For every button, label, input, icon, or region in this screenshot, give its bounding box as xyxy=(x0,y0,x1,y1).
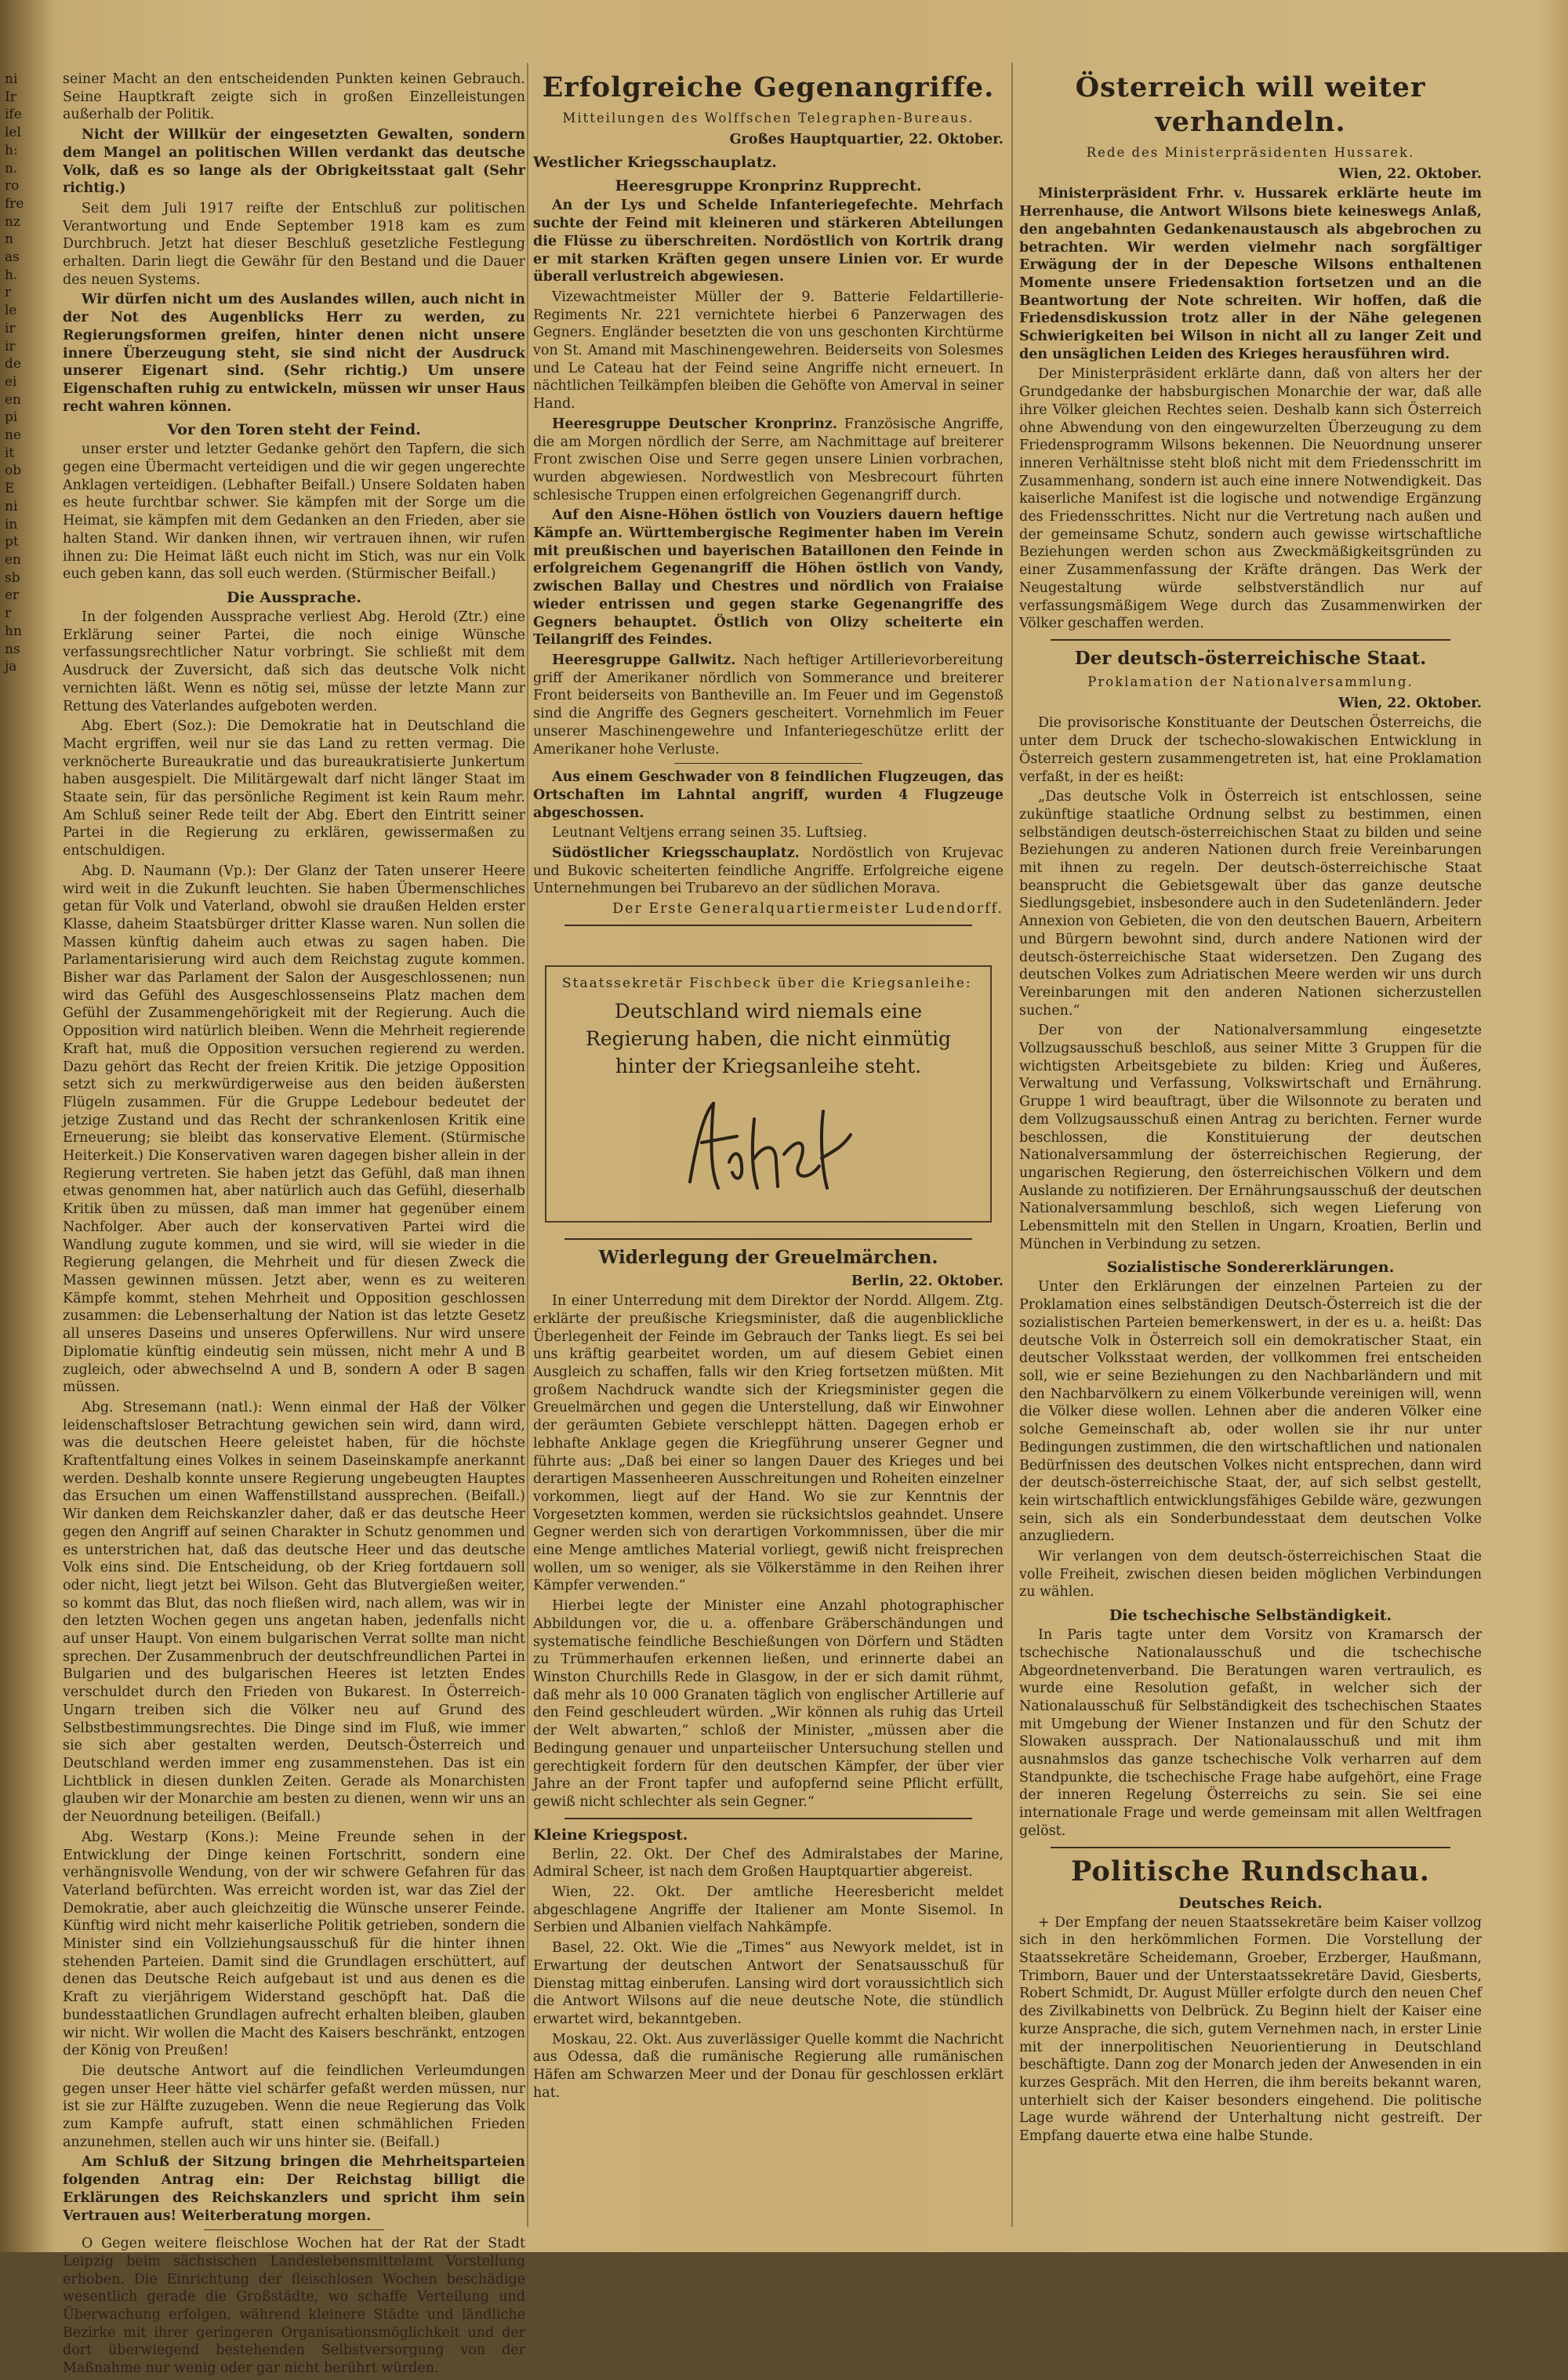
paragraph: An der Lys und Schelde Infanteriegefechte. Mehrfach suchte der Feind mit kleineren und stärkeren Abteilungen die Flüsse zu überschreiten. Nordöstlich von Kortrik drang er mit starken Kräften gegen unsere Linien vor. Er wurde überall verlustreich abgewiesen. xyxy=(533,198,1004,285)
paragraph: Auf den Aisne-Höhen östlich von Vouziers dauern heftige Kämpfe an. Württembergische Regimenter haben im Verein mit preußischen und bayerischen Bataillonen den Feinde in erfolgreichem Gegenangriff die Höhen östlich von Vandy, zwischen Ballay und Chestres und nördlich von Fraiaise wieder entrissen und gegen starke Gegenangriffe des Gegners behauptet. Östlich von Olizy scheiterte ein Teilangriff des Feindes. xyxy=(533,507,1004,649)
edge-fragment-text: E xyxy=(5,481,15,497)
section-heading: Sozialistische Sondererklärungen. xyxy=(1106,1259,1395,1277)
edge-fragment-text: en xyxy=(5,391,22,408)
left-edge-fragment xyxy=(5,71,36,676)
edge-fragment-text: en xyxy=(5,551,22,568)
paragraph: Moskau, 22. Okt. Aus zuverlässiger Quelle kommt die Nachricht aus Odessa, daß die rumänische Regierung alle rumänischen Häfen am Schwarzen Meer und der Donau für geschlossen erklärt hat. xyxy=(533,2031,1004,2101)
paragraph: Wir dürfen nicht um des Auslandes willen, auch nicht in der Not des Augenblicks Herr zu werden, zu Regierungsformen greifen, hinter denen nicht unsere innere Überzeugung steht, sie sind nicht der Ausdruck unserer Eigenart sind. (Sehr richtig.) Um unsere Eigenschaften ruhig zu entwickeln, müssen wir unser Haus recht wahren können. xyxy=(63,292,525,415)
edge-fragment-text: r xyxy=(5,605,12,622)
paragraph: Berlin, 22. Okt. Der Chef des Admiralstabes der Marine, Admiral Scheer, ist nach dem Großen Hauptquartier abgereist. xyxy=(533,1846,1004,1880)
article-subtitle: Proklamation der Nationalversammlung. xyxy=(1087,674,1414,689)
paragraph: Aus einem Geschwader von 8 feindlichen Flugzeugen, das Ortschaften im Lahntal angriff, wurden 4 Flugzeuge abgeschossen. xyxy=(533,769,1004,821)
paragraph-text: Nordöstlich von Krujevac und Bukovic scheiterten feindliche Angriffe. Erfolgreiche eigene Unternehmungen bei Trubarevo an der südlichen Morava. xyxy=(533,845,1004,897)
section-heading: Kleine Kriegspost. xyxy=(533,1826,688,1844)
section-title: Politische Rundschau. xyxy=(1071,1855,1430,1888)
subheading: Deutsches Reich. xyxy=(1178,1894,1323,1912)
paragraph-text: Französische Angriffe, die am Morgen nördlich der Serre, am Nachmittage auf breiterer Front zwischen Oise und Serre gegen unsere Linien vorbrachen, wurden abgewiesen. Nordwestlich von Mesbrecourt führten schlesische Truppen einen erfolgreichen Gegenangriff durch. xyxy=(533,416,1004,503)
inline-heading: Heeresgruppe Gallwitz. xyxy=(552,652,736,668)
paragraph: Nicht der Willkür der eingesetzten Gewalten, sondern dem Mangel an politischen Willen verdankt das deutsche Volk, daß es so lange als der Obrigkeitsstaat galt (Sehr richtig.) xyxy=(63,127,525,197)
column-1 xyxy=(63,71,525,2380)
signature-image xyxy=(666,1088,870,1205)
edge-fragment-text: in xyxy=(5,516,18,532)
article-source: Mitteilungen des Wolffschen Telegraphen-Bureaus. xyxy=(562,111,975,125)
edge-fragment-text: ne xyxy=(5,427,22,444)
edge-fragment-text: hn xyxy=(5,623,22,639)
edge-fragment-text: lel xyxy=(5,125,21,141)
edge-fragment-text: n xyxy=(5,231,13,248)
divider xyxy=(1051,639,1450,641)
divider xyxy=(1051,1847,1450,1848)
section-heading: Die Aussprache. xyxy=(226,588,362,606)
section-heading: Die tschechische Selbständigkeit. xyxy=(1109,1607,1392,1625)
paragraph: Leutnant Veltjens errang seinen 35. Luftsieg. xyxy=(552,825,867,841)
edge-fragment-text: ni xyxy=(5,498,18,514)
section-heading: Westlicher Kriegsschauplatz. xyxy=(533,154,777,172)
local-news: O Gegen weitere fleischlose Wochen hat der Rat der Stadt Leipzig beim sächsischen Landeslebensmittelamt Vorstellung erhoben. Die Einrichtung der fleischlosen Wochen beschädige wesentlich gerade die Großstädte, wo schaffe Verteilung und Überwachung erfolgen, während kleinere Städte und ländliche Bezirke mit ihrer geringeren Organisationsmöglichkeit und der dort überwiegend bestehenden Selbstversorgung von der Maßnahme nur wenig oder gar nicht berührt würden. xyxy=(63,2236,525,2377)
signer: Der Erste Generalquartiermeister Ludendorff. xyxy=(612,901,1004,917)
paragraph: Die provisorische Konstituante der Deutschen Österreichs, die unter dem Druck der tschecho-slowakischen Entwicklung in Österreich gestern zusammengetreten ist, hat eine Proklamation verfaßt, in der es heißt: xyxy=(1019,715,1482,785)
edge-fragment-text: r xyxy=(5,285,12,301)
subheading: Heeresgruppe Kronprinz Rupprecht. xyxy=(615,177,922,195)
paragraph: Abg. Ebert (Soz.): Die Demokratie hat in Deutschland die Macht ergriffen, weil nur sie das Land zu retten vermag. Die verknöcherte Bureaukratie und das bureaukratisierte Junkertum haben ausgespielt. Die Militärgewalt darf nicht länger Staat im Staate sein, für das persönliche Regiment ist kein Raum mehr. Am Schluß seiner Rede teilt der Abg. Ebert den Eintritt seiner Partei in die Regierung zu erklären, gewissermaßen zu entschuldigen. xyxy=(63,718,525,859)
article-title: Widerlegung der Greuelmärchen. xyxy=(598,1246,938,1268)
divider xyxy=(564,925,972,926)
edge-fragment-text: h: xyxy=(5,142,18,158)
article-subtitle: Rede des Ministerpräsidenten Hussarek. xyxy=(1086,145,1415,160)
edge-fragment-text: pt xyxy=(5,534,19,550)
column-rule xyxy=(1011,63,1013,2227)
column-rule xyxy=(527,63,528,2227)
edge-fragment-text: ei xyxy=(5,373,17,390)
paragraph: Wien, 22. Okt. Der amtliche Heeresbericht meldet abgeschlagene Angriffe der Italiener am Monte Sisemol. In Serbien und Albanien vielfach Nahkämpfe. xyxy=(533,1884,1004,1936)
dateline: Wien, 22. Oktober. xyxy=(1338,695,1482,711)
inline-heading: Heeresgruppe Deutscher Kronprinz. xyxy=(552,416,837,432)
paragraph: In Paris tagte unter dem Vorsitz von Kramarsch der tschechische Nationalausschuß und die tschechische Abgeordnetenverband. Die Beratungen waren vertraulich, es wurde eine Resolution gefaßt, in welcher sich der Nationalausschuß für Selbständigkeit des tschechischen Staates mit Umgebung der Wiener Instanzen und für den Schutz der Slowaken aussprach. Der Nationalausschuß und mit ihm ausnahmslos das ganze tschechische Volk verharren auf dem Standpunkte, die tschechische Frage habe aufgehört, eine Frage der inneren Regelung Österreichs zu sein. Sie sei eine internationale Frage und werde gemeinsam mit allen Weltfragen gelöst. xyxy=(1019,1627,1482,1839)
edge-fragment-text: as xyxy=(5,249,20,266)
paragraph: In der folgenden Aussprache verliest Abg. Herold (Ztr.) eine Erklärung seiner Partei, die noch einige Wünsche verfassungsrechtlicher Natur vorbringt. Sie schließt mit dem Ausdruck der Zuversicht, daß sich das deutsche Volk nicht vernichten läßt. Wenn es nötig sei, müsse der letzte Mann zur Rettung des Vaterlandes aufgeboten werden. xyxy=(63,609,525,714)
edge-fragment-text: ir xyxy=(5,338,16,354)
paragraph: Die deutsche Antwort auf die feindlichen Verleumdungen gegen unser Heer hätte viel schärfer gefaßt werden müssen, nur ist sie zur Hälfte zuzugeben. Wenn die neue Regierung das Volk zum Kampfe aufruft, statt einen schmählichen Frieden anzunehmen, stellen auch wir uns hinter sie. (Beifall.) xyxy=(63,2062,525,2150)
paragraph: „Das deutsche Volk in Österreich ist entschlossen, seine zukünftige staatliche Ordnung selbst zu bestimmen, einen selbständigen deutsch-österreichischen Staat zu bilden und seine Beziehungen zu anderen Nationen durch freie Vereinbarungen mit ihnen zu regeln. Der deutsch-österreichische Staat beansprucht die Gebietsgewalt über das ganze deutsche Siedlungsgebiet, insbesondere auch in den Sudetenländern. Jeder Annexion von Gebieten, die von den deutschen Bauern, Arbeitern und Bürgern bewohnt sind, durch andere Nationen wird der deutsch-österreichische Staat widersetzen. Den Zugang des deutschen Volkes zum Adriatischen Meere werden wir uns durch Vereinbarungen mit den anderen Nationen sicherzustellen suchen.“ xyxy=(1019,789,1482,1019)
paragraph: Abg. Westarp (Kons.): Meine Freunde sehen in der Entwicklung der Dinge keinen Fortschritt, sondern eine verhängnisvolle Wendung, von der wir schwere Gefahren für das Vaterland befürchten. Was erreicht worden ist, war das Ziel der Demokratie, aber auch gleichzeitig die Wünsche unserer Feinde. Künftig wird nicht mehr kaiserliche Politik getrieben, sondern die Minister sind ein Vollziehungsausschuß für die hinter ihnen stehenden Parteien. Damit sind die Grundlagen erschüttert, auf denen das Deutsche Reich aufgebaut ist und aus denen es die Kraft zu vierjährigem Widerstand geschöpft hat. Daß die bundesstaatlichen Grundlagen aufrecht erhalten bleiben, glauben wir nicht. Wir wollen die Macht des Kaisers beschränkt, entzogen der König von Preußen! xyxy=(63,1829,525,2059)
article-title: Erfolgreiche Gegenangriffe. xyxy=(542,71,995,104)
edge-fragment-text: le xyxy=(5,303,17,319)
dateline: Berlin, 22. Oktober. xyxy=(851,1273,1004,1289)
edge-fragment-text: de xyxy=(5,356,21,372)
divider xyxy=(674,763,862,764)
inline-heading: Südöstlicher Kriegsschauplatz. xyxy=(552,845,800,862)
dateline: Wien, 22. Oktober. xyxy=(1338,165,1482,182)
paragraph: Der Ministerpräsident erklärte dann, daß von alters her der Grundgedanke der habsburgischen Monarchie der war, daß alle ihre Völker gleichen Rechtes seien. Deshalb kann sich Österreich ohne Abwendung von den eingewurzelten Überzeugung zu dem Friedensprogramm Wilsons bekennen. Die Neuordnung unserer inneren Verhältnisse steht bloß nicht mit dem Friedensschritt im Zusammenhang, sondern ist auch eine innere Notwendigkeit. Das kaiserliche Manifest ist die logische und notwendige Ergänzung des Friedensschrittes. Nicht nur die Vertretung nach außen und der gemeinsame Schutz, sondern auch gewisse wirtschaftliche Beziehungen werden schon aus Zweckmäßigkeitsgründen zu einer Zusammenfassung der Kräfte drängen. Das Werk der Neugestaltung würde selbstverständlich nur auf verfassungsmäßigem Wege durch das Zusammenwirken der Völker geschaffen werden. xyxy=(1019,366,1482,632)
war-loan-box xyxy=(545,965,992,1223)
box-quote: Deutschland wird niemals eine Regierung haben, die nicht einmütig hinter der Kriegsanleihe steht. xyxy=(586,999,951,1077)
box-lead: Staatssekretär Fischbeck über die Kriegsanleihe: xyxy=(562,975,972,991)
paragraph: Wir verlangen von dem deutsch-österreichischen Staat die volle Freiheit, zwischen diesen beiden möglichen Verbindungen zu wählen. xyxy=(1019,1549,1482,1601)
column-3 xyxy=(1019,71,1482,2148)
paragraph xyxy=(533,652,1004,758)
edge-fragment-text: ni xyxy=(5,71,18,87)
paragraph: Hierbei legte der Minister eine Anzahl photographischer Abbildungen vor, die u. a. offenbare Gräberschändungen und systematische feindliche Beschießungen von Dörfern und Städten zu Trümmerhaufen erkennen ließen, und erinnerte dabei an Winston Churchills Rede in Glasgow, in der er sich damit rühmt, daß mehr als 10 000 Granaten täglich von englischer Artillerie auf den Feind geschleudert würden. „Wir können als ruhig das Urteil der Welt abwarten,“ schloß der Minister, „müssen aber die Bedingung genauer und unparteiischer Untersuchung stellen und gerechtigkeit fordern für den deutschen Kämpfer, der über vier Jahre an der Front tapfer und aufopfernd seine Pflicht erfüllt, gewiß nicht schlechter als sein Gegner.“ xyxy=(533,1598,1004,1810)
edge-fragment-text: fre xyxy=(5,195,24,212)
paragraph: Basel, 22. Okt. Wie die „Times“ aus Newyork meldet, ist in Erwartung der deutschen Antwort der Senatsausschuß für Dienstag mittag einberufen. Lansing wird dort voraussichtlich sich die Antwort Wilsons auf die neue deutsche Note, die stündlich erwartet wird, bekanntgeben. xyxy=(533,1940,1004,2027)
paragraph: + Der Empfang der neuen Staatssekretäre beim Kaiser vollzog sich in den herkömmlichen Formen. Die Vorstellung der Staatssekretäre Scheidemann, Groeber, Erzberger, Haußmann, Trimborn, Bauer und der Unterstaatssekretäre David, Giesberts, Robert Schmidt, Dr. August Müller erfolgte durch den neuen Chef des Zivilkabinetts von Delbrück. Zu Beginn hielt der Kaiser eine kurze Ansprache, die sich, gutem Vernehmen nach, in erster Linie mit der innerpolitischen Neuorientierung in Deutschland beschäftigte. Dann zog der Monarch jeden der Anwesenden in ein kurzes Gespräch. Mit den Herren, die ihm bereits bekannt waren, unterhielt sich der Kaiser besonders eingehend. Die politische Lage wurde während der Unterhaltung nicht gestreift. Der Empfang dauerte etwa eine halbe Stunde. xyxy=(1019,1914,1482,2145)
paragraph: In einer Unterredung mit dem Direktor der Nordd. Allgem. Ztg. erklärte der preußische Kriegsminister, daß die augenblickliche Überlegenheit der Feinde im Gebrauch der Tanks liegt. Es sei bei uns kräftig gearbeitet worden, um auf diesem Gebiet einen Ausgleich zu schaffen, falls wir den Krieg fortsetzen müßten. Mit großem Nachdruck wandte sich der Kriegsminister gegen die Greuelmärchen und gegen die Unterstellung, daß wir Einwohner der geräumten Gebiete verschleppt hätten. Dagegen erhob er lebhafte Anklage gegen die Kriegführung unserer Gegner und führte aus: „Daß bei einer so langen Dauer des Krieges und bei derartigen Massenheeren Ausschreitungen und Roheiten einzelner vorkommen, liegt auf der Hand. Wo sie zur Kenntnis der Vorgesetzten kommen, werden sie rücksichtslos geahndet. Unsere Gegner werden sich von derartigen Vorkommnissen, über die mir eine Menge amtliches Material vorliegt, gewiß nicht freisprechen wollen, um so weniger, als sie Völkerstämme in den Reihen ihrer Kämpfer verwenden.“ xyxy=(533,1293,1004,1594)
paragraph: Vizewachtmeister Müller der 9. Batterie Feldartillerie-Regiments Nr. 221 vernichtete hierbei 6 Panzerwagen des Gegners. Engländer besetzten die von uns geschonten Kirchtürme von St. Amand mit Maschinengewehren. Beiderseits von Solesmes und Le Cateau hat der Feind seine Angriffe nicht erneuert. In nächtlichen Teilkämpfen bleiben die Gehöfte von Amerval in seiner Hand. xyxy=(533,289,1004,412)
paragraph: Ministerpräsident Frhr. v. Hussarek erklärte heute im Herrenhause, die Antwort Wilsons biete keineswegs Anlaß, den angebahnten Gedankenaustausch als abgebrochen zu betrachten. Wir werden vielmehr nach sorgfältiger Erwägung der in der Depesche Wilsons enthaltenen Momente unsere Friedensaktion fortsetzen und an die Beantwortung der Note schreiten. Wir hoffen, daß die Friedensdiskussion trotz aller in der Nähe gelegenen Schwierigkeiten bei Wilson in nicht all zu langer Zeit und den unsäglichen Leiden des Krieges herausführen wird. xyxy=(1019,186,1482,362)
edge-fragment-text: ir xyxy=(5,320,16,336)
divider xyxy=(564,1818,972,1819)
paragraph: Unter den Erklärungen der einzelnen Parteien zu der Proklamation eines selbständigen Deutsch-Österreich ist die der sozialistischen Parteien bemerkenswert, in der es u. a. heißt: Das deutsche Volk in Österreich soll ein demokratischer Staat, ein deutscher Volksstaat werden, der vollkommen frei entscheiden soll, wie er seine Beziehungen zu den Nachbarländern und mit den Nachbarvölkern zu einem Völkerbunde vereinigen will, wenn die Völker diese wollen. Lehnen aber die anderen Völker eine solche Gemeinschaft ab, oder wollen sie ihr nur unter Bedingungen zustimmen, die den wirtschaftlichen und nationalen Bedürfnissen des deutschen Volkes nicht entsprechen, dann wird der deutsch-österreichische Staat, der, auf sich selbst gestellt, kein wirtschaftlich entwicklungsfähiges Gebilde wäre, gezwungen sein, sich als ein Sonderbundesstaat dem deutschen Volke anzugliedern. xyxy=(1019,1279,1482,1545)
edge-fragment-text: ro xyxy=(5,178,20,194)
paragraph: Abg. D. Naumann (Vp.): Der Glanz der Taten unserer Heere wird weit in die Zukunft leuchten. Sie haben Übermenschliches getan für Volk und Vaterland, obwohl sie draußen Helden erster Klasse, daheim Staatsbürger dritter Klasse waren. Nun sollen die Massen künftig daheim auch etwas zu sagen haben. Die Parlamentarisierung wird auch dem Reichstag zugute kommen. Bisher war das Parlament der Salon der Ausgeschlossenen; nun wird das Gefühl des Ausgeschlossenseins Platz machen dem Gefühl der Zusammengehörigkeit mit der Regierung. Auch die Opposition wird natürlich bleiben. Wenn die Mehrheit regierende Kraft hat, muß die Opposition versuchen regierend zu werden. Dazu gehört das Recht der freien Kritik. Die jetzige Opposition setzt sich zu merkwürdigerweise aus den beiden äußersten Flügeln zusammen. Für die Gruppe Ledebour bedeutet der jetzige Zustand und das Recht der schrankenlosen Kritik eine Erneuerung; sie bleibt das konservative Element. (Stürmische Heiterkeit.) Die Konservativen waren dagegen bisher allein in der Regierung vertreten. Sie haben jetzt das Gefühl, daß man ihnen etwas genommen hat, aber natürlich auch das Gefühl, dieserhalb Kritik üben zu müssen, daß man immer hat gegenüber einem Nachfolger. Aber auch der konservativen Partei wird die Wandlung zugute kommen, und sie wird, will sie wieder in die Regierung gelangen, die Mehrheit und für diesen Zweck die Massen gewinnen müssen. Jetzt aber, wenn es zu weiteren Kämpfe kommt, stehen Mehrheit und Opposition geschlossen zusammen: die Lebenserhaltung der Nation ist das letzte Gesetz all unseres Daseins und unseres Opferwillens. Nur wird unsere Diplomatie künftig eindeutig sein müssen, nicht mehr A und B zugleich, oder abwechselnd A und B, sondern A oder B sagen müssen. xyxy=(63,863,525,1396)
edge-fragment-text: n. xyxy=(5,160,18,176)
paragraph-text: Nach heftiger Artillerievorbereitung griff der Amerikaner nördlich von Sommerance und breiterer Front beiderseits von Bantheville an. Im Feuer und im Gegenstoß sind die Angriffe des Gegners gescheitert. Vornehmlich im Feuer unserer Maschinengewehre und Infanteriegeschütze erlitt der Amerikaner hohe Verluste. xyxy=(533,652,1004,758)
edge-fragment-text: ob xyxy=(5,463,22,479)
paragraph: Seit dem Juli 1917 reifte der Entschluß zur politischen Verantwortung und Ende September 1918 kam es zum Durchbruch. Jetzt hat dieser Beschluß gesetzliche Festlegung erhalten. Darin liegt die Gewähr für den Bestand und die Dauer des neuen Systems. xyxy=(63,200,525,288)
paragraph: unser erster und letzter Gedanke gehört den Tapfern, die sich gegen eine Übermacht verteidigen und die wir gegen ungerechte Anklagen verteidigen. (Lebhafter Beifall.) Unsere Soldaten haben es heute furchtbar schwer. Sie kämpfen mit der Sorge um die Heimat, sie kämpfen mit dem Gedanken an den Frieden, aber sie halten Stand. Wir danken ihnen, wir vertrauen ihnen, wir rufen ihnen zu: Die Heimat läßt euch nicht im Stich, was nur ein Volk euch geben kann, das soll euch werden. (Stürmischer Beifall.) xyxy=(63,441,525,583)
edge-fragment-text: ja xyxy=(5,659,17,675)
edge-fragment-text: it xyxy=(5,445,15,461)
paragraph: Am Schluß der Sitzung bringen die Mehrheitsparteien folgenden Antrag ein: Der Reichstag billigt die Erklärungen des Reichskanzlers und spricht ihm sein Vertrauen aus! Weiterberatung morgen. xyxy=(63,2154,525,2224)
edge-fragment-text: nz xyxy=(5,213,20,230)
paragraph: seiner Macht an den entscheidenden Punkten keinen Gebrauch. Seine Hauptkraft zeigte sich in großen Einzelleistungen außerhalb der Politik. xyxy=(63,71,525,123)
divider xyxy=(204,2229,384,2230)
edge-fragment-text: Ir xyxy=(5,89,16,105)
paragraph xyxy=(533,845,1004,898)
article-title: Der deutsch-österreichische Staat. xyxy=(1074,647,1427,669)
paragraph xyxy=(533,416,1004,505)
dateline: Großes Hauptquartier, 22. Oktober. xyxy=(729,131,1004,147)
section-heading: Vor den Toren steht der Feind. xyxy=(167,421,421,439)
column-2 xyxy=(533,71,1004,2104)
edge-fragment-text: ife xyxy=(5,107,22,123)
edge-fragment-text: sb xyxy=(5,569,20,586)
edge-fragment-text: pi xyxy=(5,409,18,426)
edge-fragment-text: h. xyxy=(5,267,18,283)
paragraph: Der von der Nationalversammlung eingesetzte Vollzugsausschuß beschloß, aus seiner Mitte 3 Gruppen für die wichtigsten Arbeitsgebiete zu bilden: Krieg und Äußeres, Verwaltung und Verfassung, Volkswirtschaft und Ernährung. Gruppe 1 wird beauftragt, über die Wilsonnote zu beraten und dem Vollzugsausschuß einen Antrag zu berichten. Ferner wurde beschlossen, die Konstituierung der deutschen Nationalversammlung der österreichischen Regierung, der ungarischen Regierung, den österreichischen Völkern und dem Auslande zu notifizieren. Der Ernährungsausschuß der deutschen Nationalversammlung beschloß, sich wegen Lieferung von Lebensmitteln mit den Stellen in Ungarn, Kroatien, Berlin und München in Verbindung zu setzen. xyxy=(1019,1023,1482,1252)
edge-fragment-text: ns xyxy=(5,641,20,657)
paragraph: Abg. Stresemann (natl.): Wenn einmal der Haß der Völker leidenschaftsloser Betrachtung gewichen sein wird, dann wird, was die deutschen Heere geleistet haben, für die höchste Kraftentfaltung eines Volkes in seinem Daseinskampfe anerkannt werden. Deshalb konnte unsere Regierung ungebeugten Hauptes das Ersuchen um einen Waffenstillstand aussprechen. (Beifall.) Wir danken dem Reichskanzler daher, daß er das deutsche Heer gegen den Angriff auf seinen Charakter in Schutz genommen und es unterstrichen hat, daß das deutsche Heer und das deutsche Volk eins sind. Die Entscheidung, ob der Krieg fortdauern soll oder nicht, liegt jetzt bei Wilson. Geht das Blutvergießen weiter, so kommt das Blut, das noch fließen wird, nach allem, was wir in den letzten Wochen gegen uns angetan haben, jedenfalls nicht auf unser Haupt. Von einem bulgarischen Verrat sollte man nicht sprechen. Der Zusammenbruch der deutschfreundlichen Partei in Bulgarien und des bulgarischen Heeres ist letzten Endes verschuldet durch den Frieden von Bukarest. In Österreich-Ungarn treiben sich die Völker neu auf Grund des Selbstbestimmungsrechtes. Die Dinge sind im Fluß, wie immer sie sich aber gestalten werden, Deutsch-Österreich und Deutschland werden immer eng zusammenstehen. Das ist ein Lichtblick in diesen dunklen Zeiten. Gerade als Monarchisten glauben wir der Monarchie am besten zu dienen, wenn wir uns an der Neuordnung beteiligen. (Beifall.) xyxy=(63,1399,525,1826)
divider xyxy=(564,1238,972,1240)
edge-fragment-text: er xyxy=(5,587,20,604)
article-title: Österreich will weiter verhandeln. xyxy=(1075,71,1426,138)
